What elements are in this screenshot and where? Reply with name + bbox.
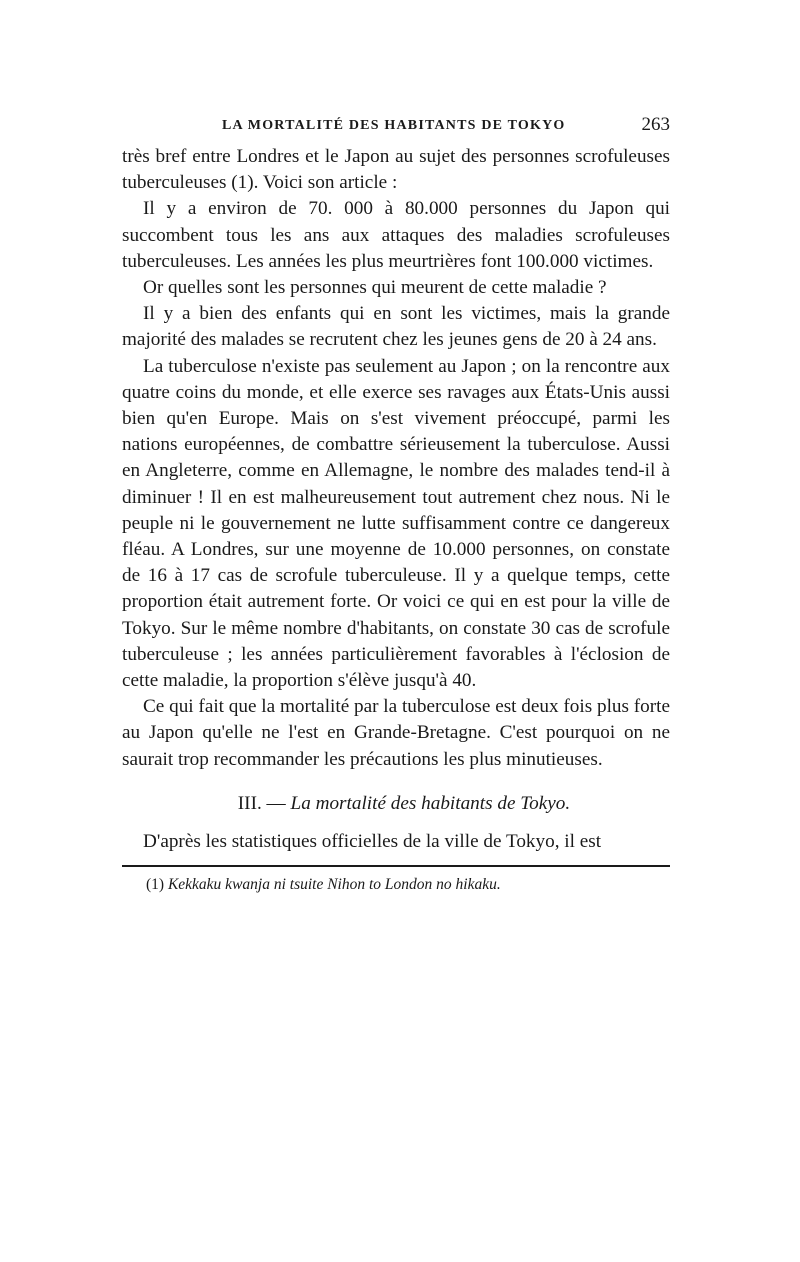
page-number: 263 [641,114,670,135]
paragraph: D'après les statistiques officielles de la ville de Tokyo, il est [143,830,602,852]
paragraph: Il y a bien des enfants qui en sont les victimes, mais la grande majorité des malades se recrutent chez les jeunes gens de 20 à 24 ans. [122,303,670,351]
footnote-marker: (1) [146,876,165,894]
book-page [122,112,670,895]
paragraph: Il y a environ de 70. 000 à 80.000 personnes du Japon qui succombent tous les ans aux attaques des maladies scrofuleuses tuberculeuses. Les années les plus meurtrières font 100.000 victimes. [122,198,670,272]
section-heading [122,791,670,817]
paragraph: La tuberculose n'existe pas seulement au Japon ; on la rencontre aux quatre coins du monde, et elle exerce ses ravages aux États-Unis aussi bien qu'en Europe. Mais on s'est vivement préoccupé, parmi les nations européennes, de combattre sérieusement la tuberculose. Aussi en Angleterre, comme en Allemagne, le nombre des malades tend-il à diminuer ! Il en est malheureusement tout autrement chez nous. Ni le peuple ni le gouvernement ne lutte suffisamment contre ce dangereux fléau. A Londres, sur une moyenne de 10.000 personnes, on constate de 16 à 17 cas de scrofule tuberculeuse. Il y a quelque temps, cette proportion était autrement forte. Or voici ce qui en est pour la ville de Tokyo. Sur le même nombre d'habitants, on constate 30 cas de scrofule tuberculeuse ; les années particulièrement favorables à l'éclosion de cette maladie, la proportion s'élève jusqu'à 40. [122,355,670,692]
running-title: LA MORTALITÉ DES HABITANTS DE TOKYO [222,118,566,133]
running-header [122,112,670,144]
footnote-rule [122,865,670,867]
paragraph: Ce qui fait que la mortalité par la tuberculose est deux fois plus forte au Japon qu'elle ne l'est en Grande-Bretagne. C'est pourquoi on ne saurait trop recommander les précautions les plus minutieuses. [122,696,670,770]
paragraph: Or quelles sont les personnes qui meurent de cette maladie ? [143,277,607,299]
section-number: III. — [237,792,286,814]
paragraph-continuation: très bref entre Londres et le Japon au sujet des personnes scrofuleuses tuberculeuses (1). Voici son article : [122,146,670,194]
footnote [146,875,670,895]
footnote-text: Kekkaku kwanja ni tsuite Nihon to London no hikaku. [167,876,501,894]
body-text [122,144,670,855]
section-title: La mortalité des habitants de Tokyo. [290,792,571,814]
